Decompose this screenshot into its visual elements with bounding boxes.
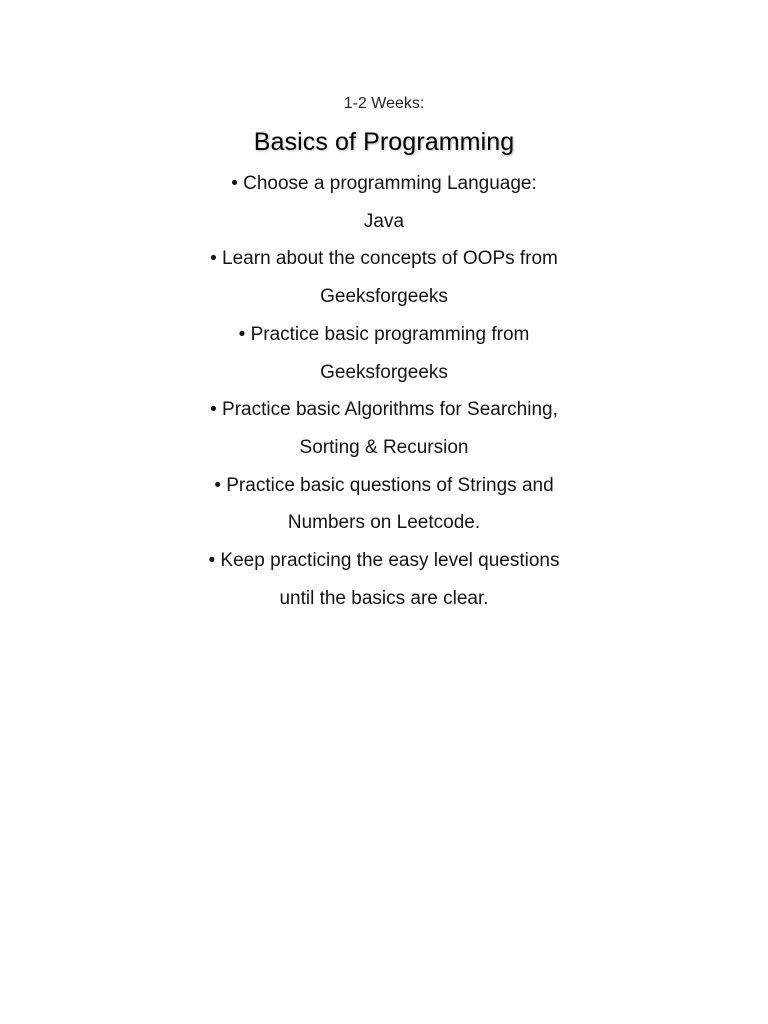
bullet-list <box>160 165 608 617</box>
page-title: Basics of Programming <box>253 128 515 156</box>
bullet-text: Numbers on Leetcode. <box>287 512 481 534</box>
bullet-text: Geeksforgeeks <box>320 286 448 308</box>
bullet-text: • Practice basic programming from <box>238 323 530 345</box>
bullet-item-oops <box>160 240 608 315</box>
bullet-item-algorithms <box>160 391 608 466</box>
bullet-text: • Choose a programming Language: <box>231 173 537 194</box>
bullet-text: until the basics are clear. <box>279 587 489 609</box>
bullet-text: • Practice basic Algorithms for Searching, <box>210 399 558 421</box>
bullet-item-leetcode <box>160 467 608 542</box>
bullet-text: • Practice basic questions of Strings and <box>214 474 554 496</box>
bullet-text: Java <box>363 210 405 232</box>
bullet-item-language <box>160 165 608 240</box>
bullet-text: • Learn about the concepts of OOPs from <box>210 248 558 270</box>
bullet-item-easy-questions <box>160 542 608 617</box>
bullet-item-basic-programming <box>160 316 608 391</box>
bullet-text: Geeksforgeeks <box>320 361 448 383</box>
bullet-text: Sorting & Recursion <box>299 436 469 458</box>
duration-subheading: 1-2 Weeks: <box>343 95 425 112</box>
bullet-text: • Keep practicing the easy level questions <box>208 550 560 572</box>
document-content <box>160 93 608 617</box>
